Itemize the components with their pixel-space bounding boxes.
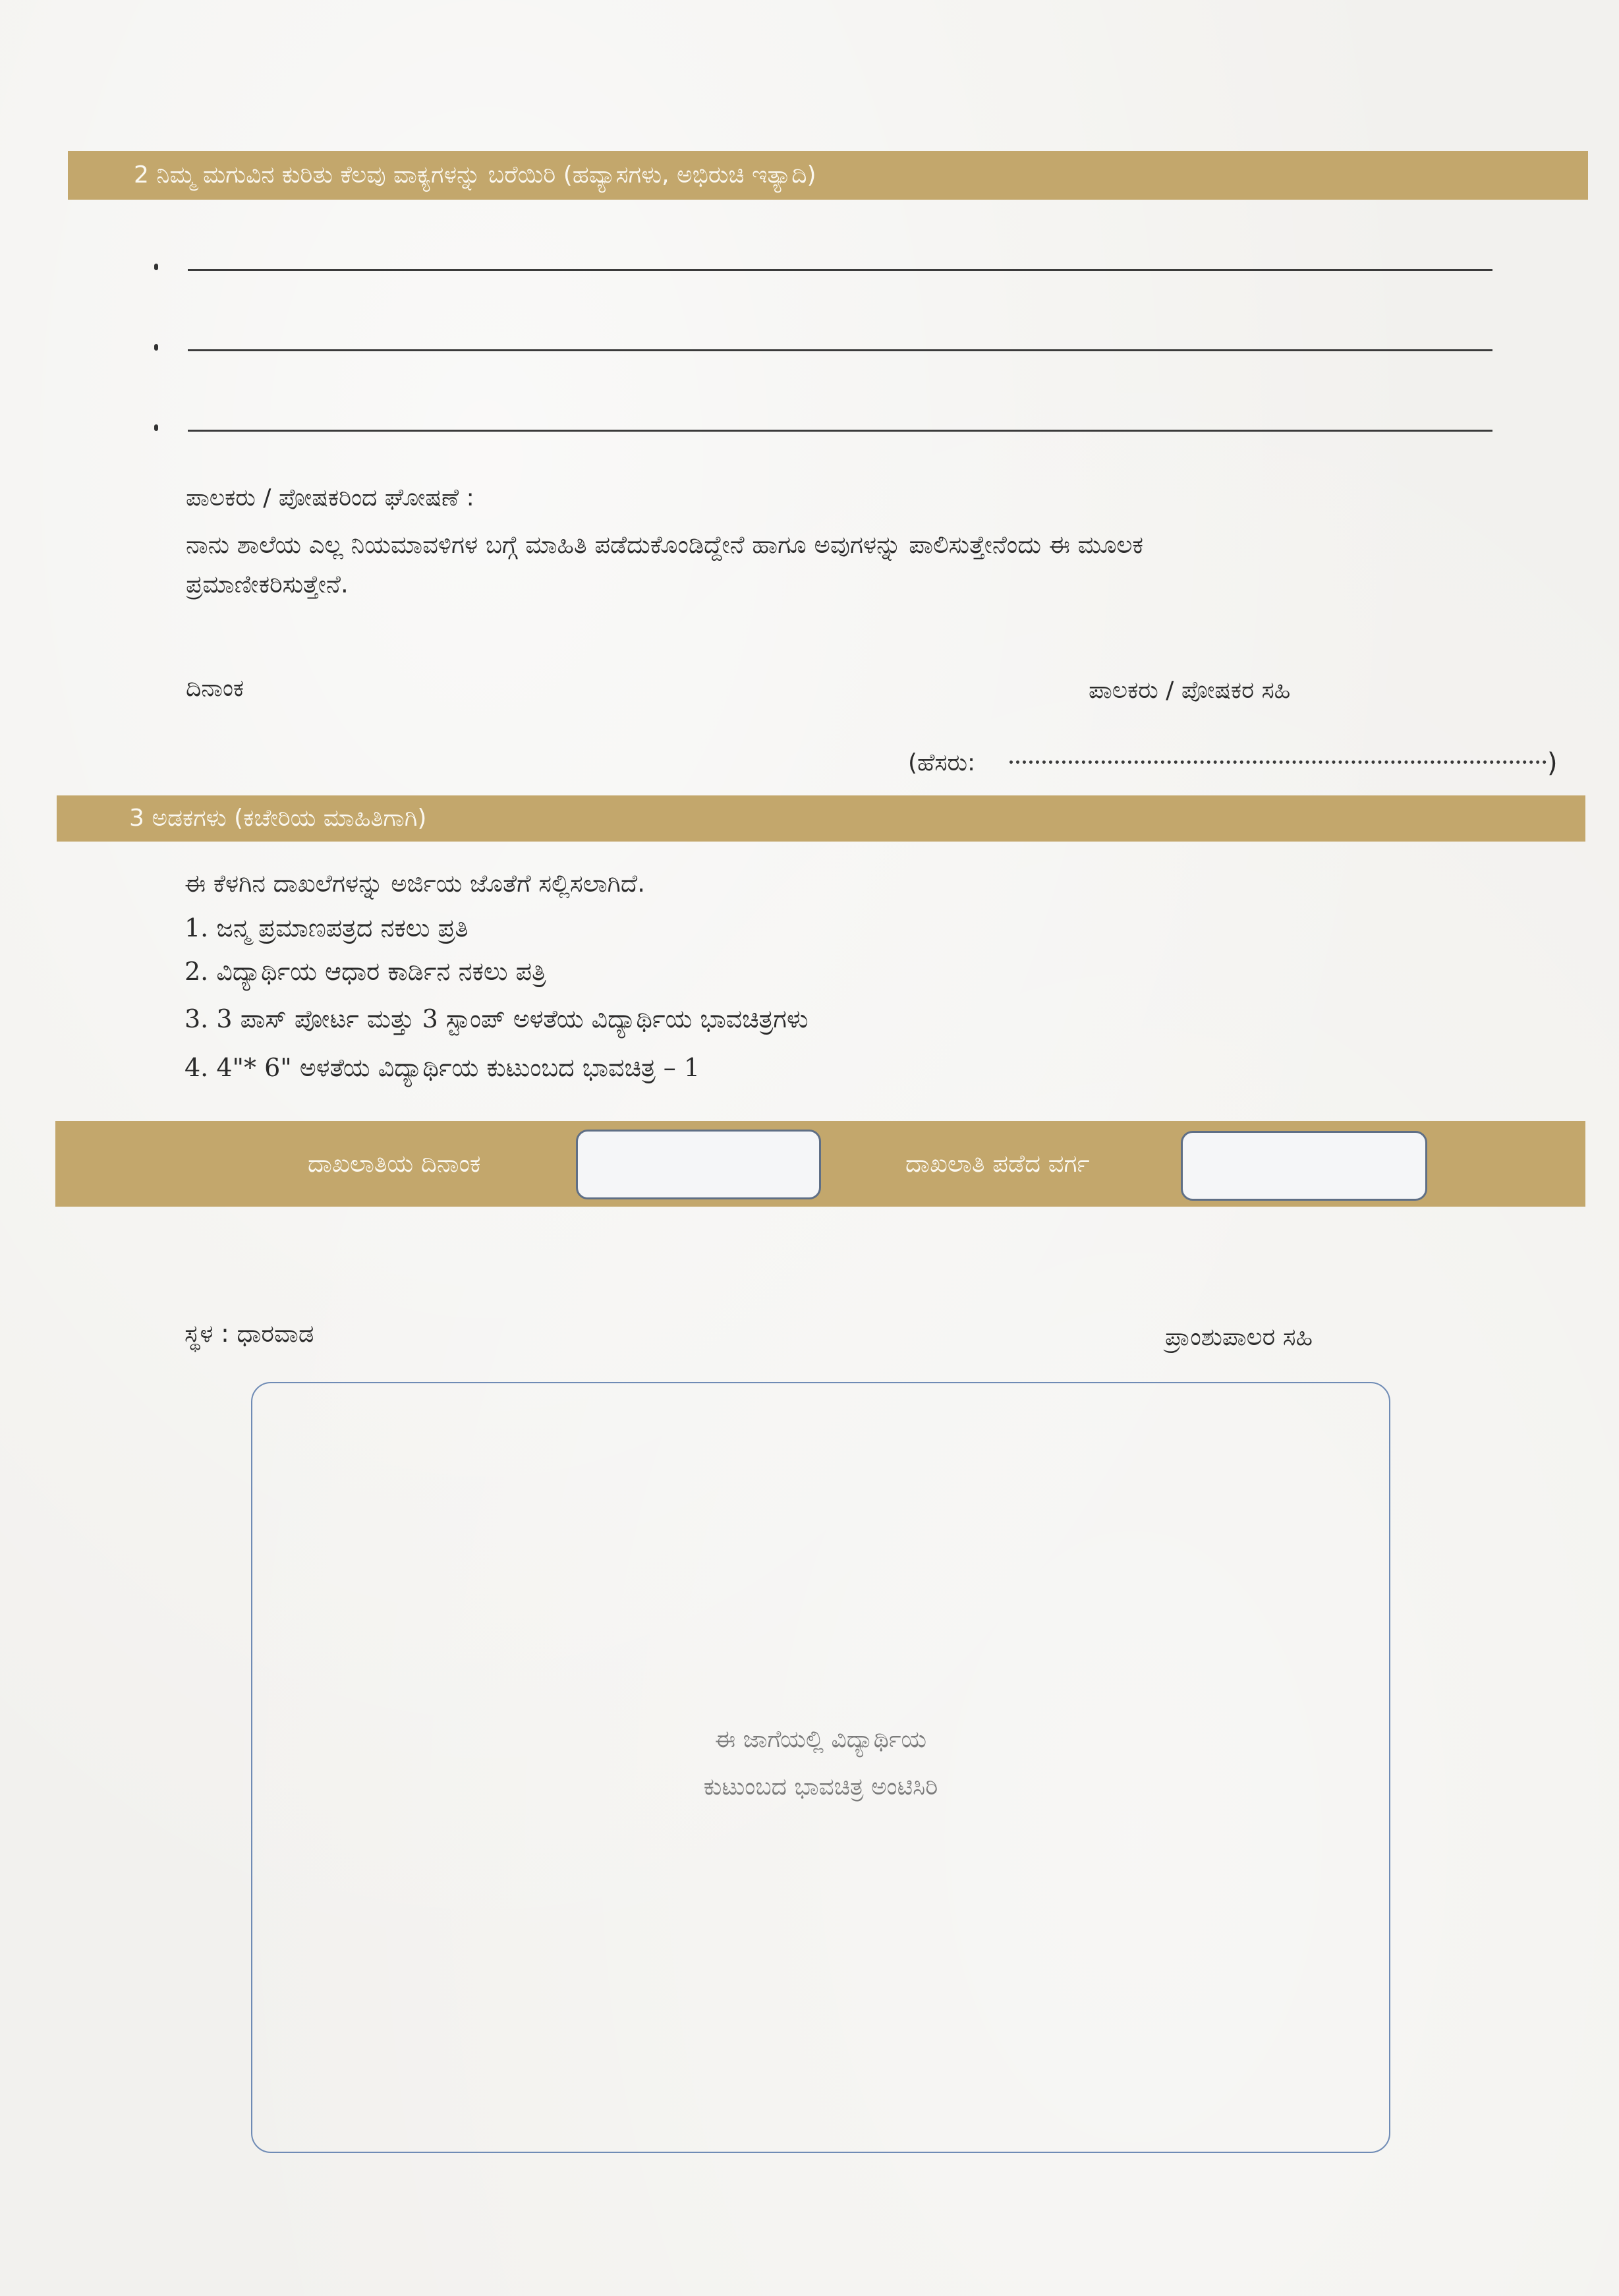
place-label: ಸ್ಥಳ : ಧಾರವಾಡ [185,1319,314,1348]
child-description-line-3[interactable] [152,410,1492,436]
principal-signature-label: ಪ್ರಾಂಶುಪಾಲರ ಸಹಿ [1165,1323,1313,1351]
section-3-header [57,795,1585,842]
write-line [188,269,1492,271]
enclosures-intro: ಈ ಕೆಳಗಿನ ದಾಖಲೆಗಳನ್ನು ಅರ್ಜಿಯ ಜೊತೆಗೆ ಸಲ್ಲಿಸಲಾಗಿದೆ. [185,869,646,898]
parent-name-field[interactable] [1009,761,1547,764]
parent-signature-label: ಪಾಲಕರು / ಪೋಷಕರ ಸಹಿ [1089,677,1291,704]
section-2-header-text: 2 ನಿಮ್ಮ ಮಗುವಿನ ಕುರಿತು ಕೆಲವು ವಾಕ್ಯಗಳನ್ನು ಬರೆಯಿರಿ (ಹವ್ಯಾಸಗಳು, ಅಭಿರುಚಿ ಇತ್ಯಾದಿ) [134,161,816,188]
date-label: ದಿನಾಂಕ [186,675,244,702]
photo-hint-line-2: ಕುಟುಂಬದ ಭಾವಚಿತ್ರ ಅಂಟಿಸಿರಿ [703,1773,938,1800]
bullet-icon [154,344,158,351]
name-close-paren: ) [1547,748,1558,778]
child-description-line-1[interactable] [152,249,1492,275]
write-line [188,430,1492,432]
bullet-icon [154,264,158,270]
write-line [188,349,1492,351]
bullet-icon [154,424,158,431]
admission-date-label: ದಾಖಲಾತಿಯ ದಿನಾಂಕ [308,1149,481,1178]
section-2-header [68,151,1588,200]
declaration-text-line-2: ಪ್ರಮಾಣೀಕರಿಸುತ್ತೇನೆ. [186,570,349,598]
admission-date-field[interactable] [576,1130,821,1199]
section-3-header-text: 3 ಅಡಕಗಳು (ಕಚೇರಿಯ ಮಾಹಿತಿಗಾಗಿ) [129,805,427,832]
child-description-line-2[interactable] [152,330,1492,356]
family-photo-box[interactable] [251,1382,1390,2153]
declaration-text-line-1: ನಾನು ಶಾಲೆಯ ಎಲ್ಲ ನಿಯಮಾವಳಿಗಳ ಬಗ್ಗೆ ಮಾಹಿತಿ ಪಡೆದುಕೊಂಡಿದ್ದೇನೆ ಹಾಗೂ ಅವುಗಳನ್ನು ಪಾಲಿಸುತ್ತೇನೆಂದು ಈ ಮೂಲಕ [186,531,1144,559]
declaration-title: ಪಾಲಕರು / ಪೋಷಕರಿಂದ ಘೋಷಣೆ : [186,484,474,511]
office-use-band [55,1121,1585,1207]
enclosure-item-3: 3. 3 ಪಾಸ್ ಪೋರ್ಟ ಮತ್ತು 3 ಸ್ಟಾಂಪ್ ಅಳತೆಯ ವಿದ್ಯಾರ್ಥಿಯ ಭಾವಚಿತ್ರಗಳು [185,1004,809,1033]
admitted-class-field[interactable] [1181,1131,1427,1201]
admitted-class-label: ದಾಖಲಾತಿ ಪಡೆದ ವರ್ಗ [905,1149,1090,1178]
photo-hint-line-1: ಈ ಜಾಗೆಯಲ್ಲಿ ವಿದ್ಯಾರ್ಥಿಯ [714,1726,927,1753]
enclosure-item-4: 4. 4"* 6" ಅಳತೆಯ ವಿದ್ಯಾರ್ಥಿಯ ಕುಟುಂಬದ ಭಾವಚಿತ್ರ – 1 [185,1053,700,1082]
enclosure-item-2: 2. ವಿದ್ಯಾರ್ಥಿಯ ಆಧಾರ ಕಾರ್ಡಿನ ನಕಲು ಪತ್ರಿ [185,957,546,986]
name-label: (ಹೆಸರು: [908,749,976,776]
enclosure-item-1: 1. ಜನ್ಮ ಪ್ರಮಾಣಪತ್ರದ ನಕಲು ಪ್ರತಿ [185,913,469,942]
